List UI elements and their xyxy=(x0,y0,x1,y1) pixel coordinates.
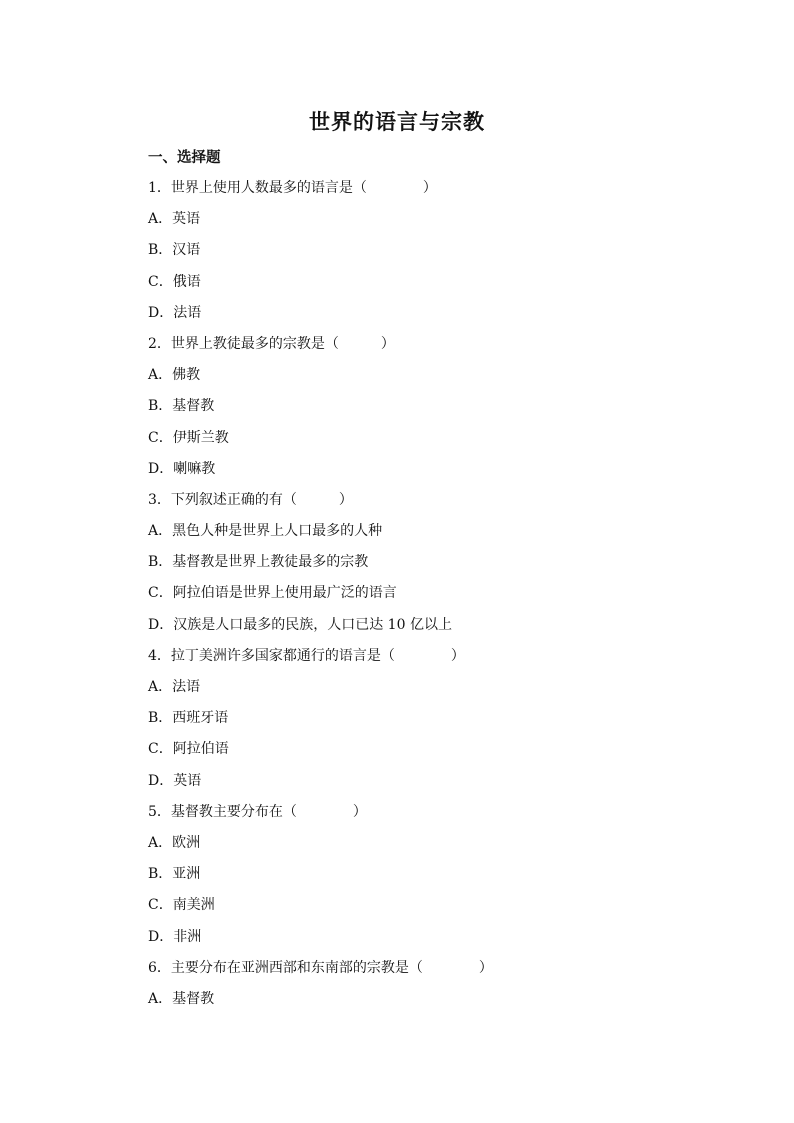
answer-option: C．南美洲 xyxy=(148,897,215,914)
answer-option: A．法语 xyxy=(148,679,201,695)
question-stem: 1．世界上使用人数最多的语言是（ ） xyxy=(148,180,437,196)
answer-option: B．基督教是世界上教徒最多的宗教 xyxy=(148,554,369,571)
answer-option: B．汉语 xyxy=(148,242,201,259)
answer-option: C．阿拉伯语 xyxy=(148,741,229,758)
question-stem: 4．拉丁美洲许多国家都通行的语言是（ ） xyxy=(148,647,465,664)
question-stem: 2．世界上教徒最多的宗教是（ ） xyxy=(148,335,395,352)
answer-option: B．亚洲 xyxy=(148,866,201,883)
answer-option: A．基督教 xyxy=(148,990,215,1007)
answer-option: C．伊斯兰教 xyxy=(148,429,229,446)
answer-option: A．佛教 xyxy=(148,367,201,384)
question-stem: 3．下列叙述正确的有（ ） xyxy=(148,491,353,508)
answer-option: C．俄语 xyxy=(148,273,201,290)
page-title: 世界的语言与宗教 xyxy=(309,109,485,134)
question-stem: 6．主要分布在亚洲西部和东南部的宗教是（ ） xyxy=(148,959,493,976)
answer-option: A．黑色人种是世界上人口最多的人种 xyxy=(148,523,383,540)
answer-option: B．基督教 xyxy=(148,398,215,415)
answer-option: B．西班牙语 xyxy=(148,710,229,727)
answer-option: A．欧洲 xyxy=(148,834,201,851)
answer-option: C．阿拉伯语是世界上使用最广泛的语言 xyxy=(148,585,397,602)
answer-option: D．法语 xyxy=(148,304,202,321)
answer-option: A．英语 xyxy=(148,211,201,228)
section-heading: 一、选择题 xyxy=(148,149,221,166)
answer-option: D．英语 xyxy=(148,772,202,789)
answer-option: D．喇嘛教 xyxy=(148,460,216,477)
answer-option: D．汉族是人口最多的民族，人口已达 10 亿以上 xyxy=(148,616,452,633)
question-stem: 5．基督教主要分布在（ ） xyxy=(148,803,367,820)
question-list xyxy=(148,175,708,1017)
answer-option: D．非洲 xyxy=(148,928,202,945)
